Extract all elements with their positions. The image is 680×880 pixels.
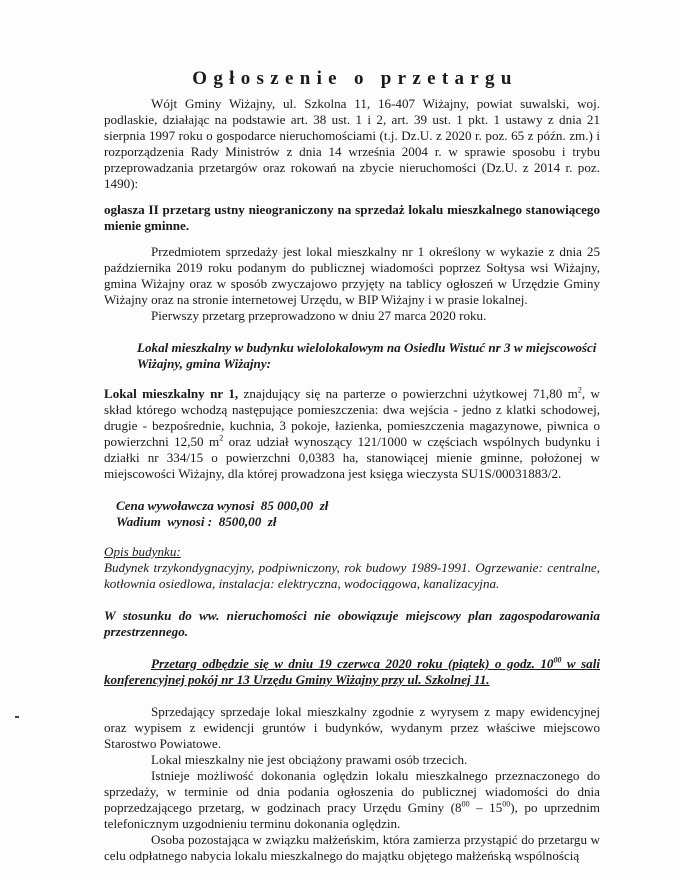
announcement-paragraph: ogłasza II przetarg ustny nieograniczony na sprzedaż lokalu mieszkalnego stanowiącego mienie gminne. (104, 202, 600, 233)
intro-paragraph: Wójt Gminy Wiżajny, ul. Szkolna 11, 16-407 Wiżajny, powiat suwalski, woj. podlaskie, działając na podstawie art. 38 ust. 1 i 2, art. 39 ust. 1 pkt. 1 ustawy z dnia 21 sierpnia 1997 roku o gospodarce nieruchomościami (t.j. Dz.U. z 2020 r. poz. 65 z późn. zm.) i rozporządzenia Rady Ministrów z dnia 14 września 2004 r. w sprawie sposobu i trybu przeprowadzania przetargów oraz rokowań na zbycie nieruchomości (Dz.U. z 2014 r. poz. 1490): (104, 96, 600, 191)
building-heading: Opis budynku: (104, 544, 181, 559)
unit-sup-a: 2 (577, 385, 582, 395)
auction-text-b: w sali konferencyjnej pokój nr 13 Urzędu Gminy Wiżajny przy ul. Szkolnej 11. (104, 656, 600, 687)
scan-artifact-mark (15, 716, 19, 718)
inspection-sup-1: 00 (461, 799, 470, 809)
terms-encumbrance-paragraph: Lokal mieszkalny nie jest obciążony prawami osób trzecich. (151, 752, 468, 767)
location-heading: Lokal mieszkalny w budynku wielolokalowym na Osiedlu Wistuć nr 3 w miejscowości Wiżajny, gmina Wiżajny: (137, 340, 597, 371)
zoning-text-b: zagospodarowania przestrzennego. (104, 608, 600, 639)
terms-marriage-paragraph: Osoba pozostająca w związku małżeńskim, która zamierza przystąpić do przetargu w celu odpłatnego nabycia lokalu mieszkalnego do majątku objętego małżeńską wspólnością (104, 832, 600, 863)
building-description: Budynek trzykondygnacyjny, podpiwniczony, rok budowy 1989-1991. Ogrzewanie: centralne, kotłownia osiedlowa, instalacja: elektryczna, wodociągowa, kanalizacyjna. (104, 560, 600, 591)
document-body (104, 68, 600, 864)
inspection-sup-2: 00 (502, 799, 511, 809)
deposit-amount: Wadium wynosi : 8500,00 zł (116, 514, 277, 529)
unit-text-b: , w skład którego wchodzą następujące pomieszczenia: dwa wejścia - jedno z klatki schodowej, drugie - bezpośrednie, kuchnia, 3 pokoje, łazienka, pomieszczenia magazynowe, piwnica o powierzchni 12,50 m (104, 386, 600, 449)
inspection-text-b: – 15 (469, 800, 503, 815)
first-auction-paragraph: Pierwszy przetarg przeprowadzono w dniu 27 marca 2020 roku. (151, 308, 487, 323)
unit-sup-b: 2 (219, 433, 224, 443)
unit-text-c: oraz udział wynoszący 121/1000 w częściach wspólnych budynku i działki nr 334/15 o powierzchni 0,0383 ha, stanowiącej mienie gminne, położonej w miejscowości Wiżajny, dla której prowadzona jest księga wieczysta SU1S/00031883/2. (104, 434, 600, 481)
inspection-text-c: ), po uprzednim telefonicznym uzgodnieniu terminu dokonania oględzin. (104, 800, 600, 831)
unit-label: Lokal mieszkalny nr 1, (104, 386, 239, 401)
subject-paragraph: Przedmiotem sprzedaży jest lokal mieszkalny nr 1 określony w wykazie z dnia 25 października 2019 roku podanym do publicznej wiadomości poprzez Sołtysa wsi Wiżajny, gmina Wiżajny oraz w sposób zwyczajowo przyjęty na tablicy ogłoszeń w Urzędzie Gminy Wiżajny oraz na stronie internetowej Urzędu, w BIP Wiżajny i w prasie lokalnej. (104, 244, 600, 307)
document-title: Ogłoszenie o przetargu (192, 68, 518, 89)
auction-text-a: Przetarg odbędzie się w dniu 19 czerwca 2020 roku (piątek) o godz. 10 (151, 656, 554, 671)
auction-date-paragraph (104, 656, 600, 688)
unit-description-paragraph (104, 386, 600, 482)
terms-map-paragraph: Sprzedający sprzedaje lokal mieszkalny zgodnie z wyrysem z mapy ewidencyjnej oraz wypisem z ewidencji gruntów i budynków, wydanym przez właściwe miejscowo Starostwo Powiatowe. (104, 704, 600, 751)
zoning-text-a: W stosunku do ww. nieruchomości nie obowiązuje (104, 608, 406, 623)
zoning-emphasis: miejscowy plan (405, 608, 493, 623)
inspection-text-a: Istnieje możliwość dokonania oględzin lokalu mieszkalnego przeznaczonego do sprzedaży, w terminie od dnia podania ogłoszenia do publicznej wiadomości do dnia poprzedzającego przetarg, w godzinach pracy Urzędu Gminy (8 (104, 768, 600, 815)
zoning-paragraph (104, 608, 600, 640)
auction-time-sup: 00 (553, 655, 562, 665)
terms-inspection-paragraph (104, 768, 600, 832)
unit-text-a: znajdujący się na parterze o powierzchni użytkowej 71,80 m (238, 386, 578, 401)
starting-price: Cena wywoławcza wynosi 85 000,00 zł (116, 498, 329, 513)
